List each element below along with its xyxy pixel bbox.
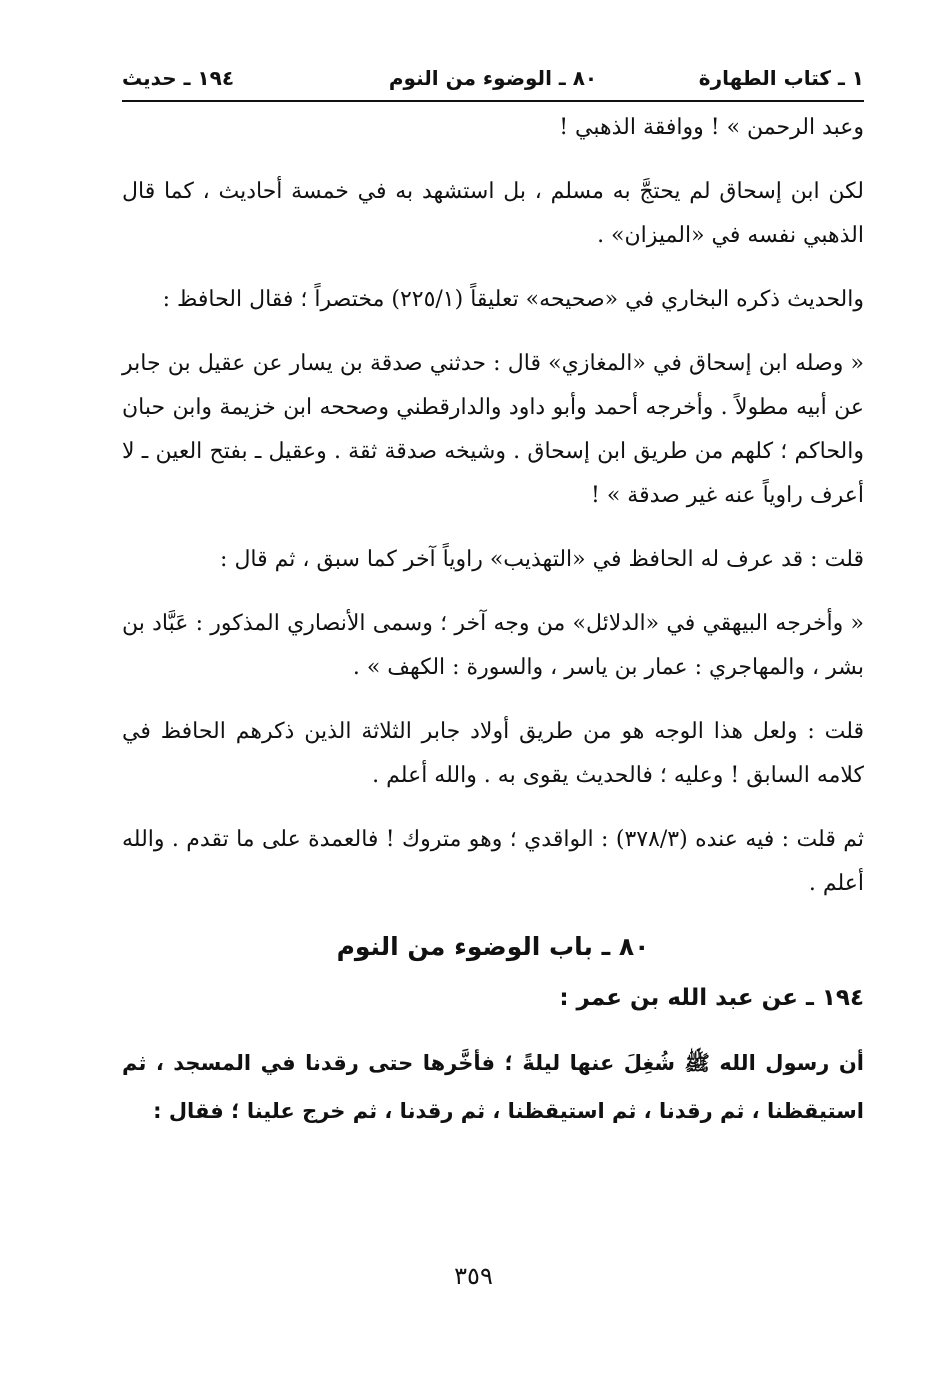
paragraph: والحديث ذكره البخاري في «صحيحه» تعليقاً (٢٢٥/١) مختصراً ؛ فقال الحافظ : (162, 287, 864, 312)
running-header (122, 60, 864, 102)
quote-paragraph: « وصله ابن إسحاق في «المغازي» قال : حدثني صدقة بن يسار عن عقيل بن جابر عن أبيه مطولاً . وأخرجه أحمد وأبو داود والدارقطني وصححه ابن خزيمة وابن حبان والحاكم ؛ كلهم من طريق ابن إسحاق . وشيخه صدقة ثقة . وعقيل ـ بفتح العين ـ لا أعرف راوياً عنه غير صدقة » ! (122, 351, 864, 508)
quote-paragraph: « وأخرجه البيهقي في «الدلائل» من وجه آخر ؛ وسمى الأنصاري المذكور : عَبَّاد بن بشر ، والمهاجري : عمار بن ياسر ، والسورة : الكهف » . (122, 611, 864, 680)
section-title: ٨٠ ـ باب الوضوء من النوم (336, 932, 650, 961)
paragraph: وعبد الرحمن » ! ووافقة الذهبي ! (559, 115, 864, 140)
paragraph: ثم قلت : فيه عنده (٣٧٨/٣) : الواقدي ؛ وهو متروك ! فالعمدة على ما تقدم . والله أعلم . (122, 827, 865, 896)
header-book-title: ١ ـ كتاب الطهارة (698, 66, 864, 90)
hadith-text: أن رسول الله ﷺ شُغِلَ عنها ليلةً ؛ فأخَّرها حتى رقدنا في المسجد ، ثم استيقظنا ، ثم رقدنا ، ثم استيقظنا ، ثم رقدنا ، ثم خرج علينا ؛ فقال : (122, 1051, 864, 1123)
header-chapter-title: ٨٠ ـ الوضوء من النوم (388, 66, 598, 90)
paragraph: قلت : قد عرف له الحافظ في «التهذيب» راوياً آخر كما سبق ، ثم قال : (220, 547, 864, 572)
header-hadith-number: ١٩٤ ـ حديث (122, 66, 235, 90)
page-number: ٣٥٩ (454, 1262, 493, 1290)
body-text (122, 106, 864, 1135)
paragraph: قلت : ولعل هذا الوجه هو من طريق أولاد جابر الثلاثة الذين ذكرهم الحافظ في كلامه السابق ! وعليه ؛ فالحديث يقوى به . والله أعلم . (122, 719, 864, 788)
page (122, 60, 864, 1135)
hadith-heading: ١٩٤ ـ عن عبد الله بن عمر : (559, 985, 864, 1011)
paragraph: لكن ابن إسحاق لم يحتجَّ به مسلم ، بل استشهد به في خمسة أحاديث ، كما قال الذهبي نفسه في «الميزان» . (122, 179, 864, 248)
